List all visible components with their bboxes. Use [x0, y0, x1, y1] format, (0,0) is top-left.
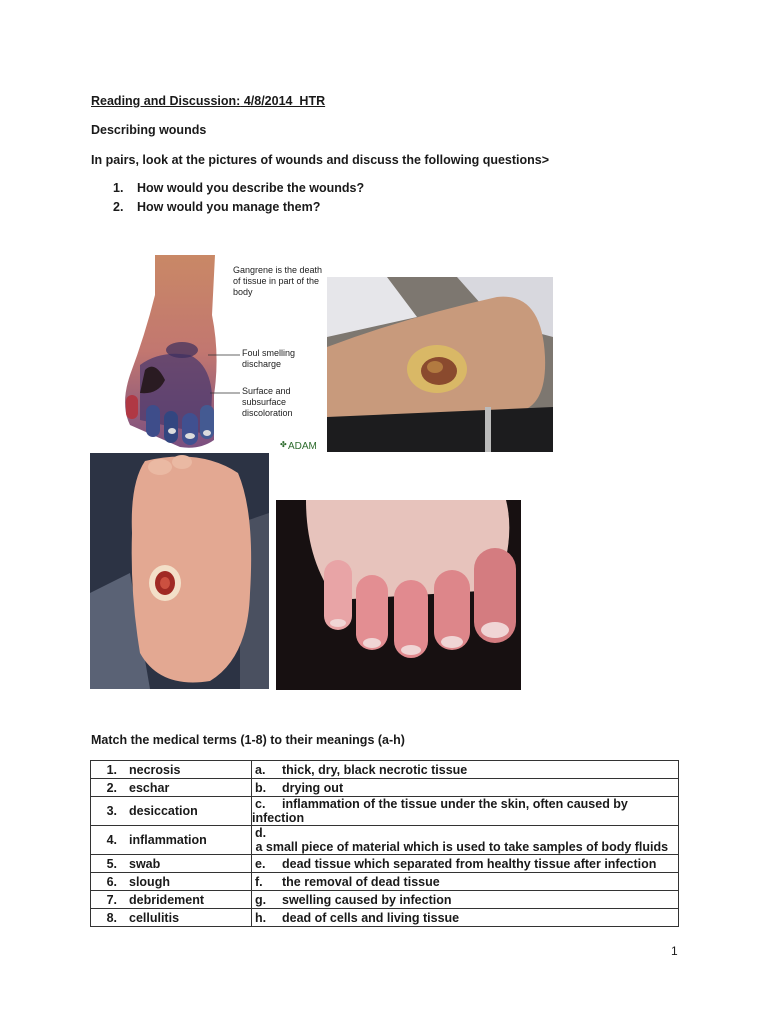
title-label: Reading and Discussion: — [91, 94, 241, 108]
term-number: 4. — [106, 833, 117, 847]
meaning-letter: g. — [255, 892, 267, 907]
term-cell — [91, 891, 252, 909]
heel-ulcer-image — [90, 453, 269, 689]
meaning-text: dead of cells and living tissue — [282, 910, 460, 925]
term-cell — [91, 761, 252, 779]
term-text: slough — [129, 874, 170, 889]
caption-discharge: Foul smelling discharge — [242, 348, 296, 369]
meaning-text: drying out — [282, 780, 344, 795]
term-cell — [91, 797, 252, 826]
term-cell — [91, 855, 252, 873]
match-instruction: Match the medical terms (1-8) to their meanings (a-h) — [91, 733, 405, 747]
meaning-letter: a. — [255, 762, 266, 777]
question-number: 2. — [113, 200, 124, 214]
title-date: 4/8/2014_HTR — [240, 94, 326, 108]
table-row — [91, 891, 679, 909]
toes-inflammation-photo — [276, 500, 521, 690]
table-row — [91, 761, 679, 779]
adam-logo-text: ADAM — [288, 441, 317, 452]
term-cell — [91, 779, 252, 797]
term-text: debridement — [129, 892, 205, 907]
table-row — [91, 797, 679, 826]
term-text: cellulitis — [129, 910, 180, 925]
meaning-letter: c. — [255, 797, 266, 811]
meaning-cell — [252, 909, 679, 927]
instruction: In pairs, look at the pictures of wounds and discuss the following questions> — [91, 153, 550, 167]
meaning-text: a small piece of material which is used to take samples of body fluids — [252, 840, 669, 854]
meaning-letter: b. — [255, 780, 267, 795]
table-row — [91, 855, 679, 873]
caption-discoloration: Surface and subsurface discoloration — [242, 386, 293, 418]
term-number: 3. — [106, 804, 117, 818]
term-number: 8. — [106, 910, 117, 925]
subtitle: Describing wounds — [91, 123, 207, 137]
table-row — [91, 779, 679, 797]
term-cell — [91, 873, 252, 891]
table-row — [91, 873, 679, 891]
page-number: 1 — [671, 944, 678, 958]
ankle-ulcer-image — [327, 277, 553, 452]
meaning-cell — [252, 891, 679, 909]
term-text: desiccation — [129, 804, 198, 818]
meaning-letter: h. — [255, 910, 267, 925]
term-text: eschar — [129, 780, 170, 795]
ankle-ulcer-photo — [327, 277, 553, 452]
meaning-letter: d. — [255, 826, 267, 840]
meaning-text: swelling caused by infection — [282, 892, 452, 907]
term-number: 5. — [106, 856, 117, 871]
toes-image — [276, 500, 521, 690]
question-text: How would you manage them? — [137, 200, 321, 214]
heel-ulcer-photo — [90, 453, 269, 689]
term-number: 1. — [106, 762, 117, 777]
adam-logo: ✤ — [280, 440, 287, 449]
meaning-cell — [252, 779, 679, 797]
meaning-text: the removal of dead tissue — [282, 874, 440, 889]
caption-gangrene: Gangrene is the death of tissue in part of the body — [233, 265, 323, 297]
meaning-text: dead tissue which separated from healthy tissue after infection — [282, 856, 657, 871]
term-number: 6. — [106, 874, 117, 889]
meaning-cell — [252, 761, 679, 779]
table-row — [91, 826, 679, 855]
gangrene-foot-photo — [120, 255, 330, 453]
meaning-cell — [252, 873, 679, 891]
meaning-cell — [252, 855, 679, 873]
question-list — [113, 181, 364, 219]
term-cell — [91, 909, 252, 927]
question-number: 1. — [113, 181, 124, 195]
question-item — [113, 181, 364, 200]
meaning-text: thick, dry, black necrotic tissue — [282, 762, 468, 777]
page-title — [91, 94, 325, 108]
term-number: 2. — [106, 780, 117, 795]
term-number: 7. — [106, 892, 117, 907]
question-item — [113, 200, 364, 219]
table-row — [91, 909, 679, 927]
meaning-cell — [252, 797, 679, 826]
term-cell — [91, 826, 252, 855]
term-text: necrosis — [129, 762, 181, 777]
meaning-letter: e. — [255, 856, 266, 871]
term-text: inflammation — [129, 833, 207, 847]
meaning-letter: f. — [255, 874, 263, 889]
meaning-text: inflammation of the tissue under the skin, often caused by infection — [252, 797, 628, 825]
meaning-cell — [252, 826, 679, 855]
term-text: swab — [129, 856, 161, 871]
match-table — [90, 760, 679, 927]
question-text: How would you describe the wounds? — [137, 181, 365, 195]
